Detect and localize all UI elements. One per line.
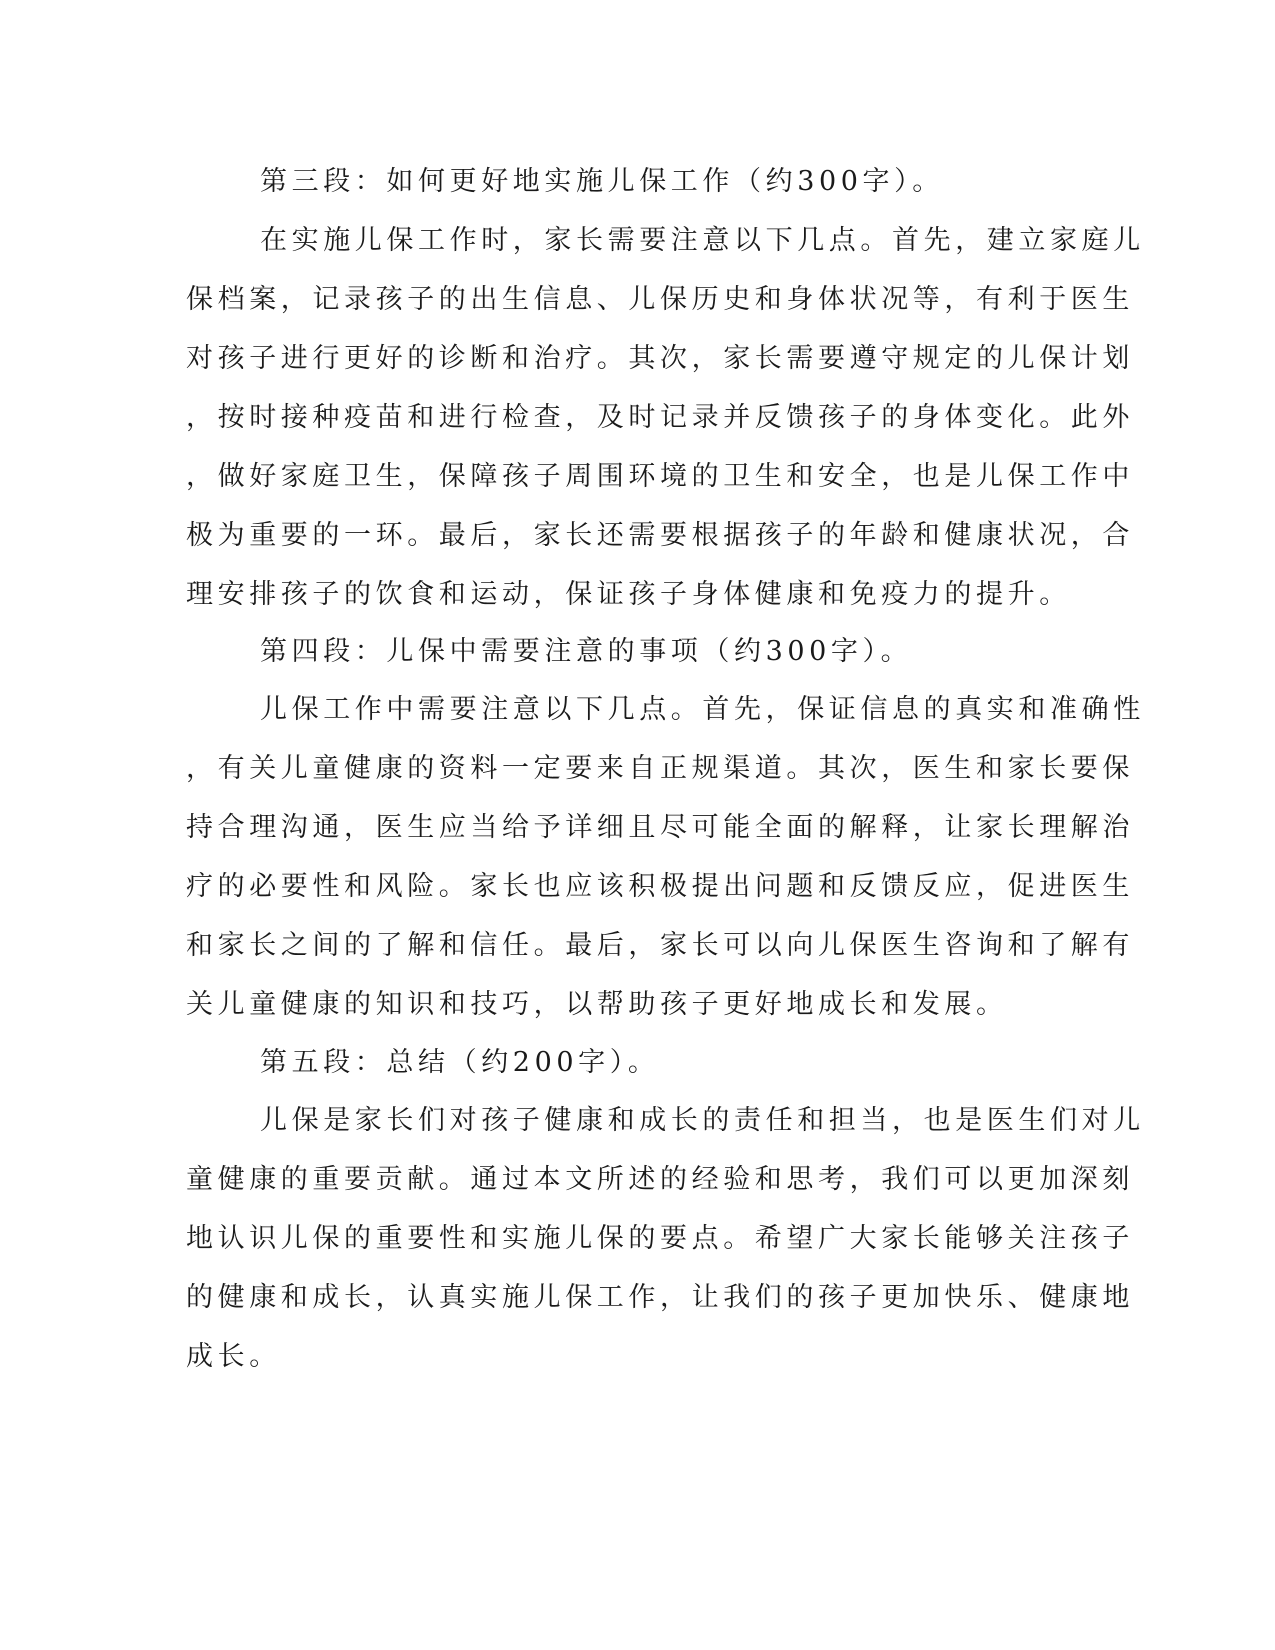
- paragraph-line: 保档案，记录孩子的出生信息、儿保历史和身体状况等，有利于医生: [186, 284, 1134, 315]
- paragraph-line: 在实施儿保工作时，家长需要注意以下几点。首先，建立家庭儿: [260, 225, 1145, 256]
- paragraph-line: 对孩子进行更好的诊断和治疗。其次，家长需要遵守规定的儿保计划: [186, 343, 1134, 374]
- heading-section-5: 第五段：总结（约200字）。: [260, 1047, 660, 1078]
- paragraph-line: 关儿童健康的知识和技巧，以帮助孩子更好地成长和发展。: [186, 989, 1008, 1020]
- paragraph-line: 极为重要的一环。最后，家长还需要根据孩子的年龄和健康状况，合: [186, 520, 1134, 551]
- paragraph-line: 儿保工作中需要注意以下几点。首先，保证信息的真实和准确性: [260, 694, 1145, 725]
- heading-section-3: 第三段：如何更好地实施儿保工作（约300字）。: [260, 166, 944, 197]
- paragraph-line: ，有关儿童健康的资料一定要来自正规渠道。其次，医生和家长要保: [186, 753, 1134, 784]
- paragraph-line: 儿保是家长们对孩子健康和成长的责任和担当，也是医生们对儿: [260, 1105, 1145, 1136]
- paragraph-line: ，做好家庭卫生，保障孩子周围环境的卫生和安全，也是儿保工作中: [186, 461, 1134, 492]
- paragraph-line: 童健康的重要贡献。通过本文所述的经验和思考，我们可以更加深刻: [186, 1164, 1134, 1195]
- paragraph-line: 成长。: [186, 1341, 281, 1372]
- paragraph-line: 持合理沟通，医生应当给予详细且尽可能全面的解释，让家长理解治: [186, 812, 1134, 843]
- heading-section-4: 第四段：儿保中需要注意的事项（约300字）。: [260, 636, 913, 667]
- paragraph-line: 理安排孩子的饮食和运动，保证孩子身体健康和免疫力的提升。: [186, 579, 1071, 610]
- paragraph-line: ，按时接种疫苗和进行检查，及时记录并反馈孩子的身体变化。此外: [186, 402, 1134, 433]
- paragraph-line: 的健康和成长，认真实施儿保工作，让我们的孩子更加快乐、健康地: [186, 1282, 1134, 1313]
- paragraph-line: 和家长之间的了解和信任。最后，家长可以向儿保医生咨询和了解有: [186, 930, 1134, 961]
- paragraph-line: 疗的必要性和风险。家长也应该积极提出问题和反馈反应，促进医生: [186, 871, 1134, 902]
- paragraph-line: 地认识儿保的重要性和实施儿保的要点。希望广大家长能够关注孩子: [186, 1223, 1134, 1254]
